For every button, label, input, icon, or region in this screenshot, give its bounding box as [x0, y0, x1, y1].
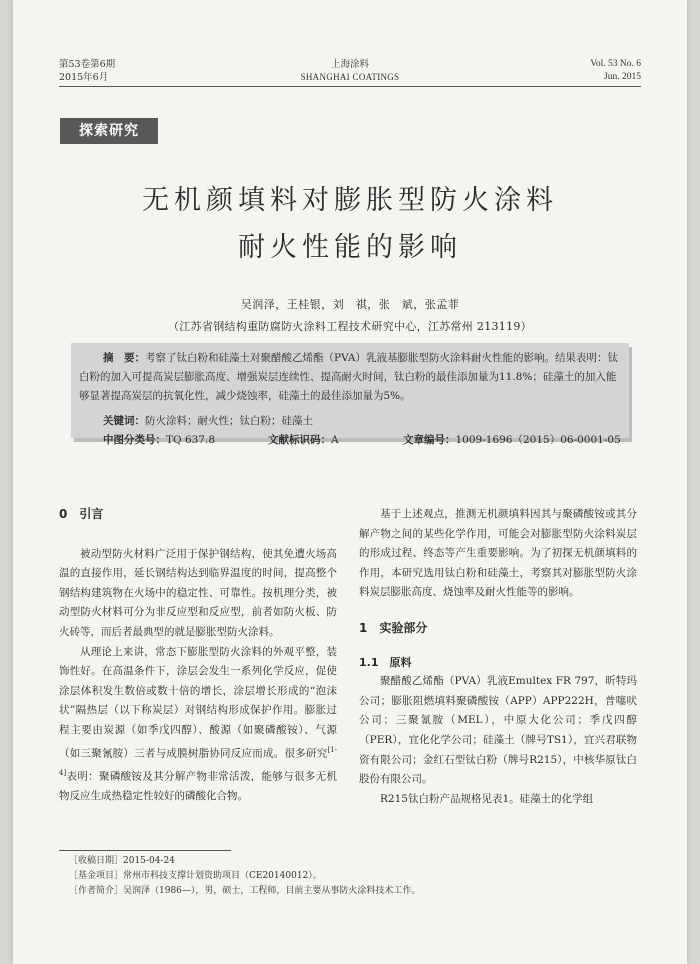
doc-code-label: 文献标识码： [268, 434, 331, 446]
article-no-value: 1009-1696（2015）06-0001-05 [455, 434, 621, 446]
abstract-box [71, 343, 629, 446]
footnote-author: ［作者简介］吴润泽（1986—），男，硕士，工程师，目前主要从事防火涂料技术工作。 [69, 886, 421, 896]
header-date: 2015年6月 [59, 72, 109, 83]
abstract-label: 摘 要： [103, 352, 145, 364]
body-column-left [59, 505, 337, 806]
header-date-en: Jun. 2015 [604, 72, 641, 82]
footnote-divider [59, 850, 231, 851]
body-column-right [359, 505, 637, 809]
paragraph [59, 643, 337, 807]
paragraph: 被动型防火材料广泛用于保护钢结构，使其免遭火场高温的直接作用，延长钢结构达到临界温度的时间，提高整个钢结构建筑物在火场中的稳定性、可靠性。按机理分类，被动型防火材料可分为非反应型和反应型，前者如防火板、防火砖等，而后者最典型的就是膨胀型防火涂料。 [59, 547, 337, 638]
classification-row [103, 431, 619, 450]
paragraph-text: 从理论上来讲，常态下膨胀型防火涂料的外观平整，装饰性好。在高温条件下，涂层会发生一系列化学反应，促使涂层体积发生数倍或数十倍的增长，涂层增长形成的“泡沫状”隔热层（以下称炭层）对钢结构形成保护作用。膨胀过程主要由炭源（如季戊四醇）、酸源（如聚磷酸铵）、气源（如三聚氰胺）三者与成膜树脂协同反应而成。很多研究 [59, 645, 337, 760]
header-volume: 第53卷第6期 [59, 59, 116, 70]
clc-label: 中图分类号： [103, 434, 166, 446]
doc-code-item [268, 431, 339, 450]
footnotes [69, 854, 420, 899]
paragraph: R215钛白粉产品规格见表1。硅藻土的化学组 [380, 792, 594, 805]
article-title-line2: 耐火性能的影响 [238, 232, 462, 263]
journal-page [13, 0, 687, 964]
header-issue-en [590, 58, 641, 84]
abstract-text: 考察了钛白粉和硅藻土对聚醋酸乙烯酯（PVA）乳液基膨胀型防火涂料耐火性能的影响。结果表明：钛白粉的加入可提高炭层膨胀高度、增强炭层连续性、提高耐火时间，钛白粉的最佳添加量为11.8%；硅藻土的加入能够显著提高炭层的抗氧化性，减少烧蚀率，硅藻土的最佳添加量为5%。 [79, 352, 619, 402]
clc-item [103, 431, 215, 450]
paragraph: 基于上述观点，推测无机颜填料因其与聚磷酸铵或其分解产物之间的某些化学作用，可能会对膨胀型防火涂料炭层的形成过程、终态等产生重要影响。为了初探无机颜填料的作用，本研究选用钛白粉和硅藻土，考察其对膨胀型防火涂料炭层膨胀高度、烧蚀率及耐火性能等的影响。 [359, 508, 637, 599]
authors: 吴润泽，王桂银，刘 祺，张 斌，张孟菲 [240, 298, 460, 311]
citation-ref: [1-4] [59, 745, 337, 777]
article-no-label: 文章编号： [403, 434, 456, 446]
subsection-heading-materials: 1.1 原料 [359, 655, 412, 669]
paragraph: 聚醋酸乙烯酯（PVA）乳液Emultex FR 797，昕特玛公司；膨胀阻燃填料聚磷酸铵（APP）APP222H，普噻吠公司；三聚氰胺（MEL），中原大化公司；季戊四醇（PER），宜化化学公司；硅藻土（牌号TS1），宜兴君联物资有限公司；金红石型钛白粉（牌号R215），中核华原钛白股份有限公司。 [359, 675, 637, 786]
keywords-row [103, 412, 313, 431]
keywords: 防火涂料；耐火性；钛白粉；硅藻土 [145, 415, 313, 427]
header-volume-en: Vol. 53 No. 6 [590, 59, 641, 69]
abstract-text-block [79, 349, 619, 406]
section-heading-intro: 0 引言 [59, 507, 104, 521]
header-journal [13, 58, 687, 84]
article-title-line1: 无机颜填料对膨胀型防火涂料 [142, 185, 558, 216]
footnote-fund: ［基金项目］常州市科技支撑计划资助项目（CE20140012）。 [69, 871, 322, 881]
paragraph-text: 表明：聚磷酸铵及其分解产物非常活泼，能够与很多无机物反应生成热稳定性较好的磷酸化合物。 [59, 770, 337, 802]
keywords-label: 关键词： [103, 415, 145, 427]
section-heading-experiment: 1 实验部分 [359, 620, 428, 635]
journal-name-cn: 上海涂料 [330, 59, 369, 70]
section-badge: 探索研究 [60, 118, 158, 144]
header-divider [59, 86, 641, 87]
journal-name-en: SHANGHAI COATINGS [300, 72, 400, 82]
article-no-item [403, 431, 621, 450]
clc-value: TQ 637.8 [166, 434, 216, 446]
affiliation: （江苏省钢结构重防腐防火涂料工程技术研究中心，江苏常州 213119） [168, 320, 532, 333]
footnote-received: ［收稿日期］2015-04-24 [69, 856, 175, 866]
doc-code-value: A [331, 434, 339, 446]
